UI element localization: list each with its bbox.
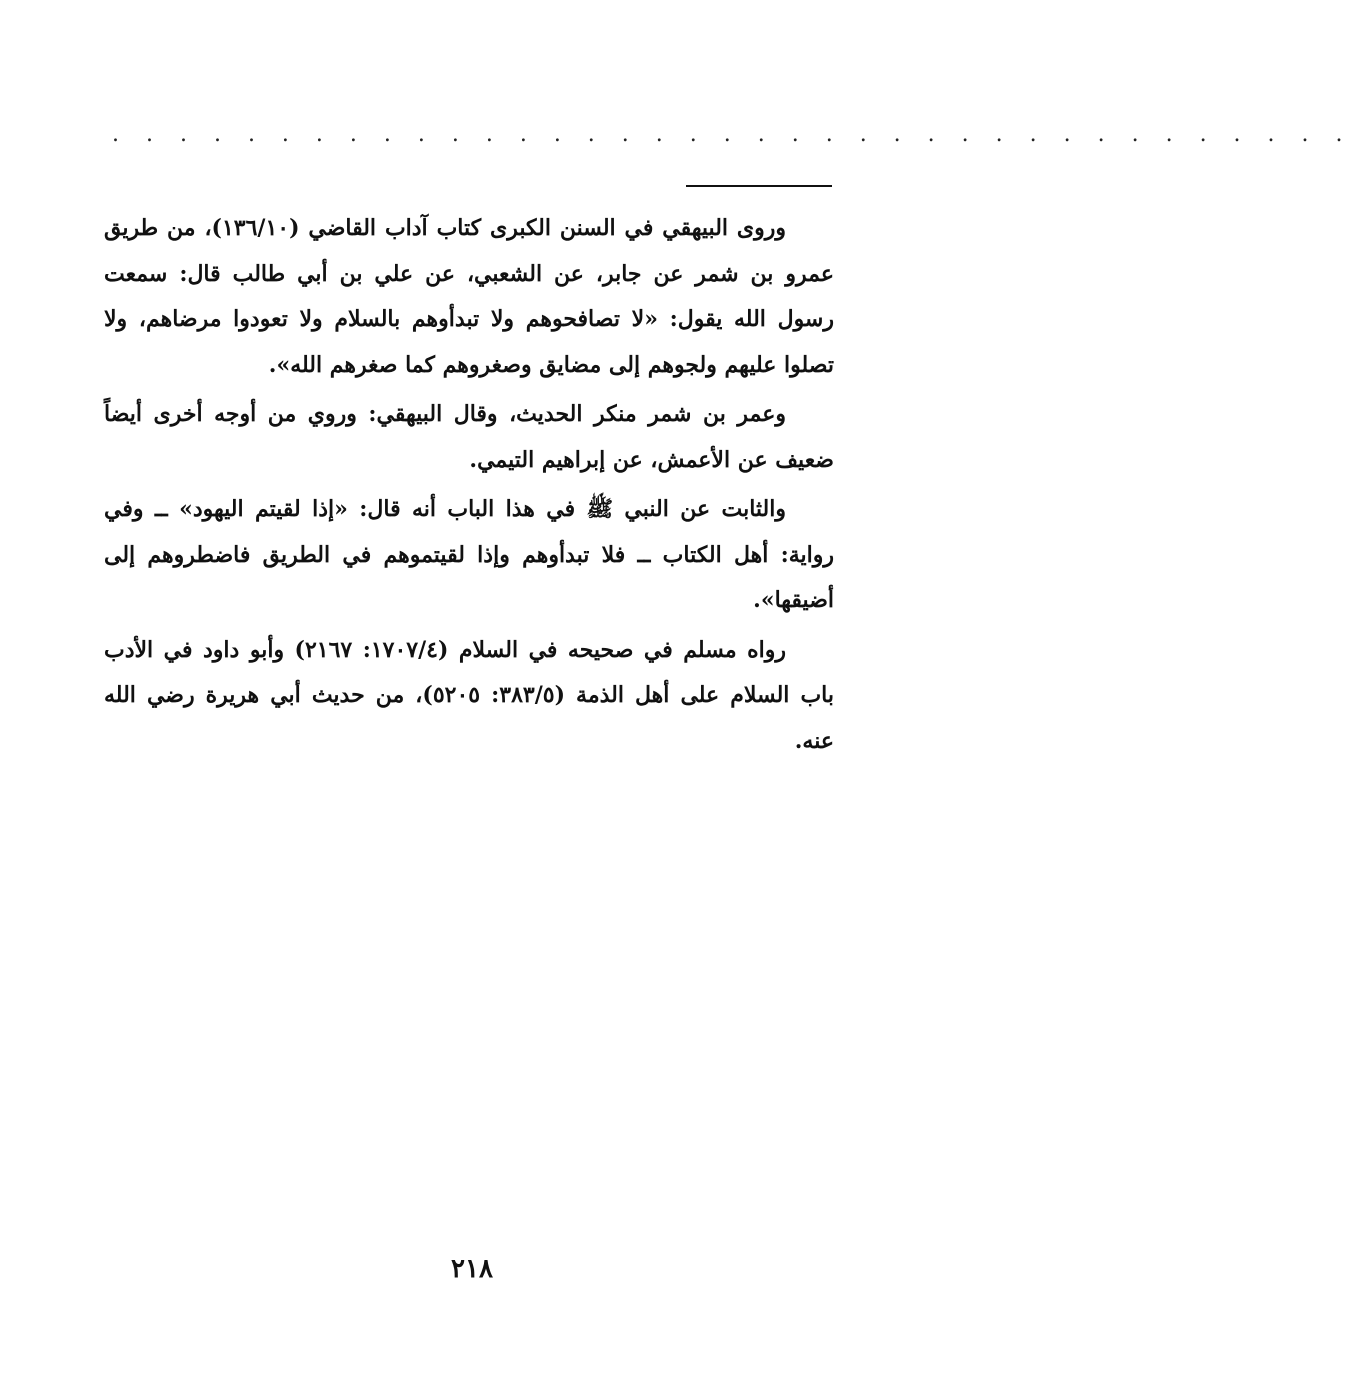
footnote-paragraph: وعمر بن شمر منكر الحديث، وقال البيهقي: وروي من أوجه أخرى أيضاً ضعيف عن الأعمش، عن إبراهيم التيمي. xyxy=(104,401,834,473)
footnote-paragraph: والثابت عن النبي ﷺ في هذا الباب أنه قال: «إذا لقيتم اليهود» ــ وفي رواية: أهل الكتاب ــ فلا تبدأوهم وإذا لقيتموهم في الطريق فاضطروهم إلى أضيقها». xyxy=(104,496,834,613)
footnote-paragraph: وروى البيهقي في السنن الكبرى كتاب آداب القاضي (١٣٦/١٠)، من طريق عمرو بن شمر عن جابر، عن الشعبي، عن علي بن أبي طالب قال: سمعت رسول الله يقول: «لا تصافحوهم ولا تبدأوهم بالسلام ولا تعودوا مرضاهم، ولا تصلوا عليهم ولجوهم إلى مضايق وصغروهم كما صغرهم الله». xyxy=(104,215,834,378)
page-number: ٢١٨ xyxy=(451,1254,493,1284)
footnotes-section xyxy=(104,206,834,768)
dotted-separator: . . . . . . . . . . . . . . . . . . . . . . . . . . . . . . . . . . . . . xyxy=(112,122,1353,147)
footnote-paragraph: رواه مسلم في صحيحه في السلام (١٧٠٧/٤: ٢١٦٧) وأبو داود في الأدب باب السلام على أهل الذمة (٣٨٣/٥: ٥٢٠٥)، من حديث أبي هريرة رضي الله عنه. xyxy=(104,636,835,754)
footnote-separator-line xyxy=(686,185,832,187)
